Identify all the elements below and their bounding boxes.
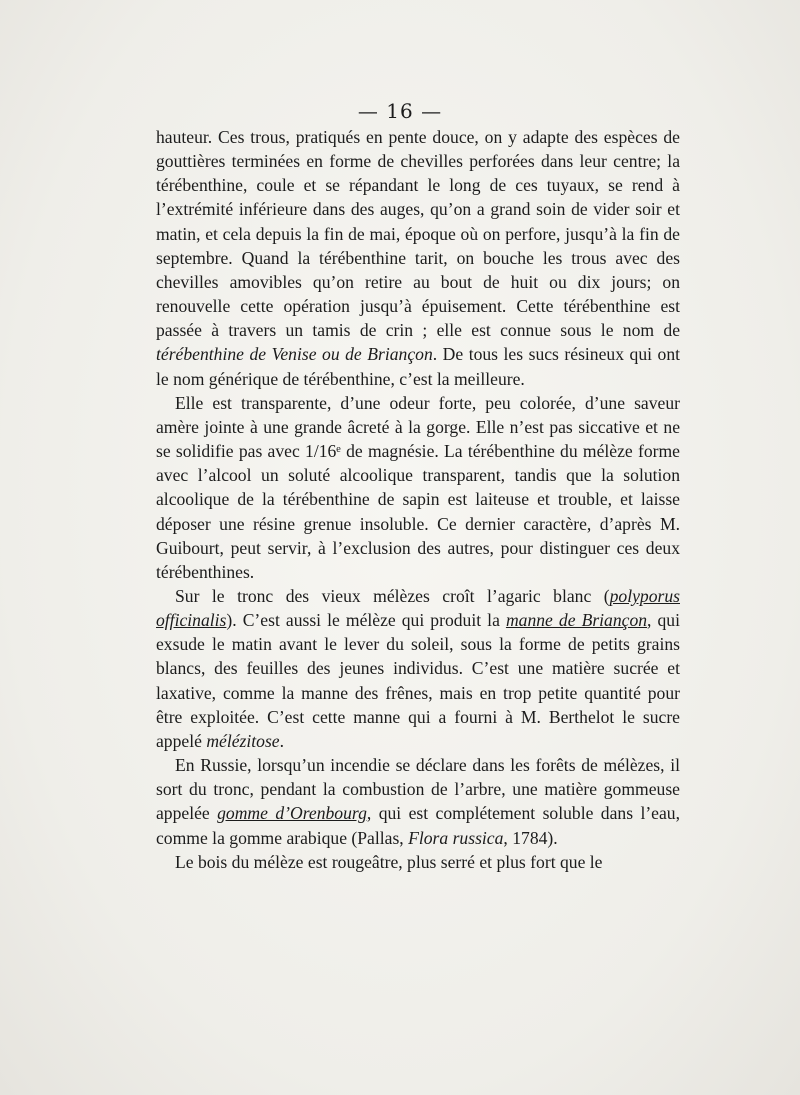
text-run: . De tous les sucs résineux qui ont le nom générique de térébenthine, c’est la meilleure. [156,344,681,389]
text-run: En Russie, lorsqu’un incendie se déclare dans les forêts de mélèzes, il sort du tronc, pendant la combustion de l’arbre, une matière gommeuse appelée [156,755,680,824]
text-run: . [279,730,285,751]
emphasis-text: manne de Briançon [505,610,648,631]
text-run: , qui exsude le matin avant le lever du soleil, sous la forme de petits grains blancs, des feuilles des jeunes individus. C’est une matière sucrée et laxative, comme la manne des frênes, mais en trop petite quantité pour être exploitée. C’est cette manne qui a fourni à M. Berthelot le sucre appelé [156,610,680,751]
text-run: , 1784). [503,827,558,848]
emphasis-text: térébenthine de Venise ou de Briançon [156,344,433,365]
page-number: — 16 — [357,99,443,123]
paragraph-2 [156,391,680,584]
text-run: , qui est complétement soluble dans l’eau, comme la gomme arabique (Pallas, [156,803,680,848]
emphasis-text: polyporus officinalis [156,585,680,631]
text-run: Le bois du mélèze est rougeâtre, plus serré et plus fort que le [175,851,603,872]
text-run: Sur le tronc des vieux mélèzes croît l’agaric blanc ( [175,585,610,606]
text-run: ). C’est aussi le mélèze qui produit la [226,610,506,631]
paragraph-4 [156,753,680,850]
emphasis-text: gomme d’Orenbourg [217,803,367,824]
paragraph-1 [156,125,680,391]
emphasis-text: Flora russica [408,827,504,848]
body-text [156,125,680,874]
paragraph-5 [156,850,680,874]
emphasis-text: mélézitose [206,730,280,751]
text-run: hauteur. Ces trous, pratiqués en pente douce, on y adapte des espèces de gouttières terminées en forme de chevilles perforées dans leur centre; la térébenthine, coule et se répandant le long de ces tuyaux, se rend à l’extrémité inférieure dans des auges, qu’on a grand soin de vider soir et matin, et cela depuis la fin de mai, époque où on perfore, jusqu’à la fin de septembre. Quand la térébenthine tarit, on bouche les trous avec des chevilles amovibles qu’on retire au bout de huit ou dix jours; on renouvelle cette opération jusqu’à épuisement. Cette térébenthine est passée à travers un tamis de crin ; elle est connue sous le nom de [156,127,680,341]
text-run: Elle est transparente, d’une odeur forte, peu colorée, d’une saveur amère jointe à une grande âcreté à la gorge. Elle n’est pas siccative et ne se solidifie pas avec 1/16ᵉ de magnésie. La térébenthine du mélèze forme avec l’alcool un soluté alcoolique transparent, tandis que la solution alcoolique de la térébenthine de sapin est laiteuse et trouble, et laisse déposer une résine grenue insoluble. Ce dernier caractère, d’après M. Guibourt, peut servir, à l’exclusion des autres, pour distinguer ces deux térébenthines. [156,392,680,582]
paragraph-3 [156,584,680,753]
